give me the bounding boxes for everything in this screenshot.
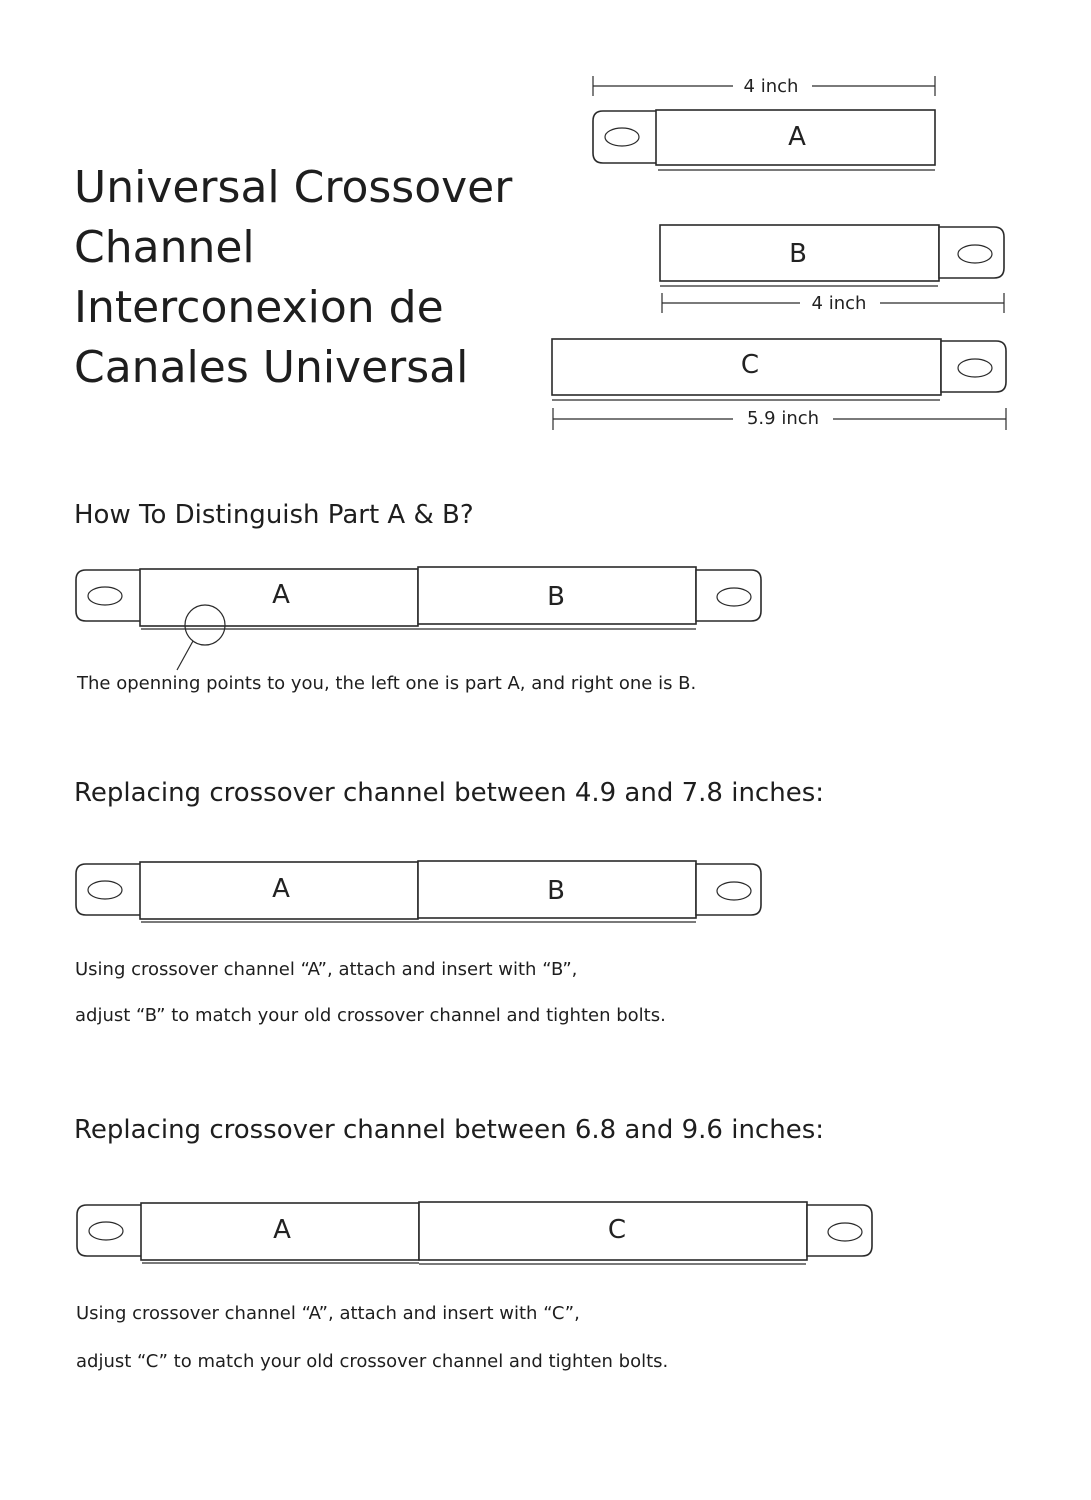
title-line-4: Canales Universal — [74, 342, 469, 393]
assembly-label-a: A — [272, 874, 290, 904]
assembly-label-b: B — [547, 582, 565, 612]
section3-note-line-2: adjust “C” to match your old crossover channel and tighten bolts. — [76, 1351, 669, 1372]
mounting-tab — [939, 227, 1004, 278]
title-line-2: Channel — [74, 222, 255, 273]
part-c-label: C — [740, 350, 760, 380]
mounting-tab — [77, 1205, 142, 1256]
assembly-label-c: C — [607, 1215, 627, 1245]
part-b-diagram — [660, 225, 1004, 314]
part-b-length: 4 inch — [811, 293, 867, 314]
title-line-3: Interconexion de — [74, 282, 444, 333]
mounting-tab — [941, 341, 1006, 392]
part-a-length: 4 inch — [743, 76, 799, 97]
section3-heading: Replacing crossover channel between 6.8 and 9.6 inches: — [74, 1115, 825, 1145]
part-c-length: 5.9 inch — [746, 408, 820, 429]
assembly-label-b: B — [547, 876, 565, 906]
callout-leader — [177, 641, 193, 670]
section2-note-line-2: adjust “B” to match your old crossover channel and tighten bolts. — [75, 1005, 666, 1026]
section2-note-line-1: Using crossover channel “A”, attach and insert with “B”, — [75, 959, 578, 980]
section1-heading: How To Distinguish Part A & B? — [74, 500, 474, 530]
mounting-tab — [593, 111, 658, 163]
assembly-ac-range — [77, 1202, 872, 1264]
assembly-ab-distinguish — [76, 567, 761, 670]
mounting-tab — [76, 864, 141, 915]
title-line-1: Universal Crossover — [74, 162, 513, 213]
mounting-tab — [76, 570, 141, 621]
assembly-label-a: A — [272, 580, 290, 610]
assembly-label-a: A — [273, 1215, 291, 1245]
section1-note: The openning points to you, the left one is part A, and right one is B. — [77, 673, 697, 694]
part-a-diagram — [593, 76, 935, 170]
part-b-label: B — [789, 239, 807, 269]
assembly-ab-range — [76, 861, 761, 922]
section2-heading: Replacing crossover channel between 4.9 and 7.8 inches: — [74, 778, 825, 808]
part-a-label: A — [788, 122, 806, 152]
section3-note-line-1: Using crossover channel “A”, attach and insert with “C”, — [76, 1303, 580, 1324]
part-c-diagram — [552, 339, 1006, 430]
